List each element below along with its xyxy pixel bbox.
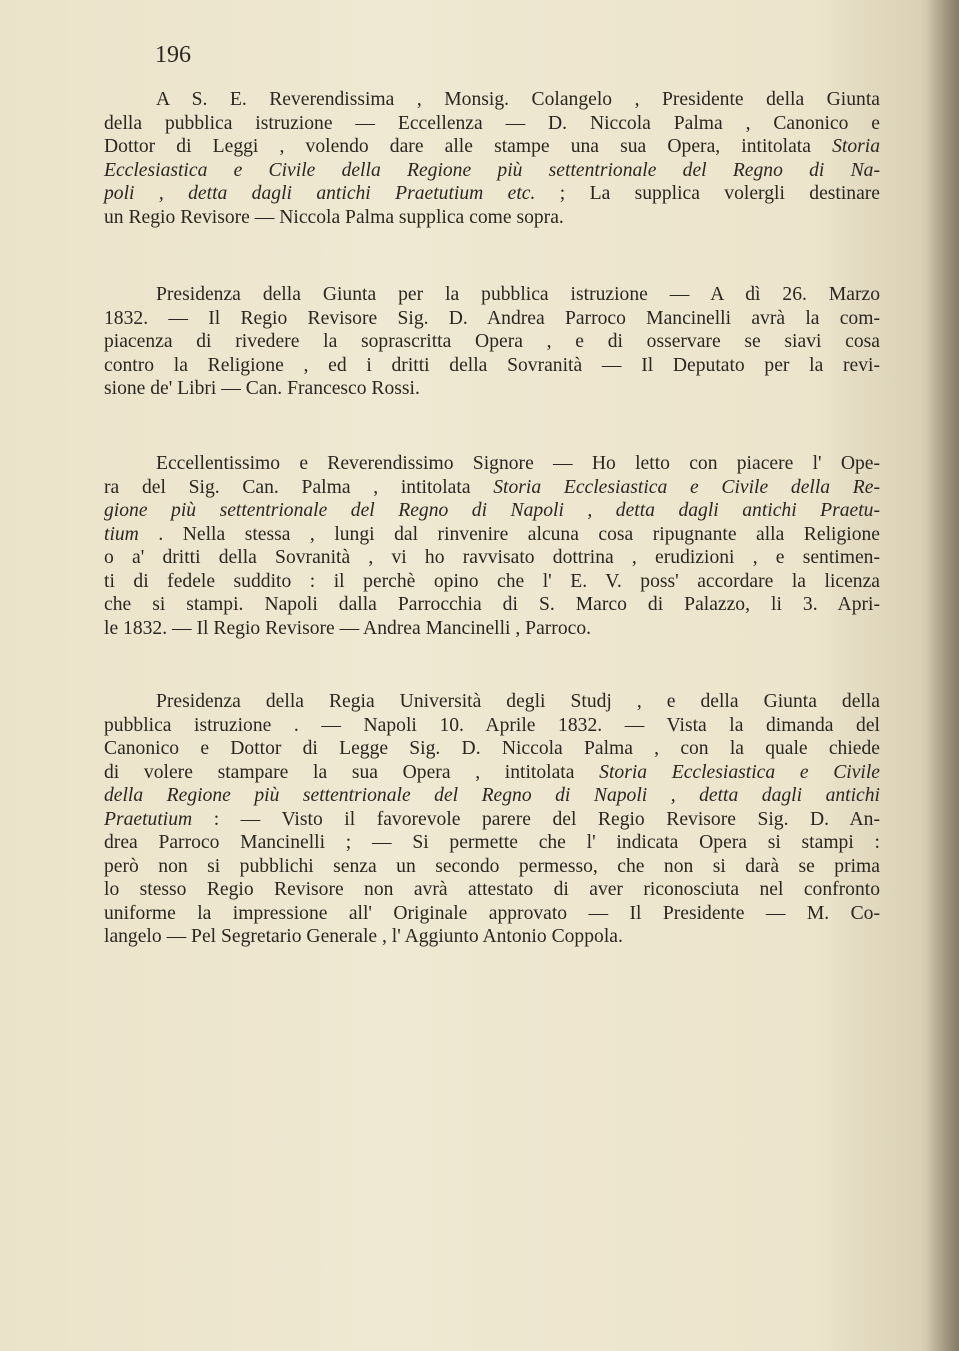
text-line: un Regio Revisore — Niccola Palma supplica come sopra. (104, 206, 564, 228)
text-line: di volere stampare la sua Opera , intitolata Storia Ecclesiastica e Civile (104, 761, 881, 783)
text-line: Canonico e Dottor di Legge Sig. D. Niccola Palma , con la quale chiede (104, 738, 880, 759)
text-line: drea Parroco Mancinelli ; — Si permette che l' indicata Opera si stampi : (104, 832, 880, 853)
text-line: poli , detta dagli antichi Praetutium etc. ; La supplica volergli destinare (104, 183, 880, 204)
text-line: Eccellentissimo e Reverendissimo Signore — Ho letto con piacere l' Ope- (156, 453, 880, 474)
text-line: uniforme la impressione all' Originale approvato — Il Presidente — M. Co- (104, 902, 880, 924)
text-line: però non si pubblichi senza un secondo permesso, che non si darà se prima (104, 855, 880, 877)
text-line: ti di fedele suddito : il perchè opino che l' E. V. poss' accordare la licenza (104, 570, 880, 592)
text-line: A S. E. Reverendissima , Monsig. Colangelo , Presidente della Giunta (156, 89, 880, 110)
text-line: piacenza di rivedere la soprascritta Opera , e di osservare se siavi cosa (104, 331, 880, 352)
text-line: Presidenza della Regia Università degli Studj , e della Giunta della (156, 691, 880, 712)
paragraph-revisore-report (104, 452, 880, 640)
paragraph-permission (104, 690, 880, 949)
page-edge-shadow (927, 0, 959, 1351)
text-line: tium . Nella stessa , lungi dal rinvenire alcuna cosa ripugnante alla Religione (104, 523, 880, 545)
text-line: contro la Religione , ed i dritti della Sovranità — Il Deputato per la revi- (104, 354, 880, 376)
text-line: della pubblica istruzione — Eccellenza — D. Niccola Palma , Canonico e (104, 112, 880, 134)
text-line: pubblica istruzione . — Napoli 10. Aprile 1832. — Vista la dimanda del (104, 714, 880, 736)
text-line: che si stampi. Napoli dalla Parrocchia di S. Marco di Palazzo, li 3. Apri- (104, 594, 880, 615)
text-line: della Regione più settentrionale del Regno di Napoli , detta dagli antichi (104, 785, 880, 806)
text-line: Praetutium : — Visto il favorevole parere del Regio Revisore Sig. D. An- (104, 808, 880, 830)
page-number: 196 (155, 42, 191, 68)
text-line: 1832. — Il Regio Revisore Sig. D. Andrea Parroco Mancinelli avrà la com- (104, 307, 880, 329)
text-line: lo stesso Regio Revisore non avrà attestato di aver riconosciuta nel confronto (104, 879, 880, 900)
text-line: Dottor di Leggi , volendo dare alle stampe una sua Opera, intitolata Storia (104, 136, 880, 157)
text-line: le 1832. — Il Regio Revisore — Andrea Mancinelli , Parroco. (104, 617, 592, 639)
text-line: Presidenza della Giunta per la pubblica istruzione — A dì 26. Marzo (156, 284, 880, 305)
text-line: Ecclesiastica e Civile della Regione più settentrionale del Regno di Na- (104, 159, 880, 181)
text-line: sione de' Libri — Can. Francesco Rossi. (104, 378, 420, 399)
text-line: o a' dritti della Sovranità , vi ho ravvisato dottrina , erudizioni , e sentimen- (104, 547, 880, 568)
text-line: langelo — Pel Segretario Generale , l' Aggiunto Antonio Coppola. (104, 926, 623, 947)
paragraph-presidenza-giunta (104, 283, 880, 401)
text-line: gione più settentrionale del Regno di Napoli , detta dagli antichi Praetu- (104, 500, 880, 521)
text-line: ra del Sig. Can. Palma , intitolata Storia Ecclesiastica e Civile della Re- (104, 476, 880, 498)
paragraph-petition (104, 88, 880, 229)
